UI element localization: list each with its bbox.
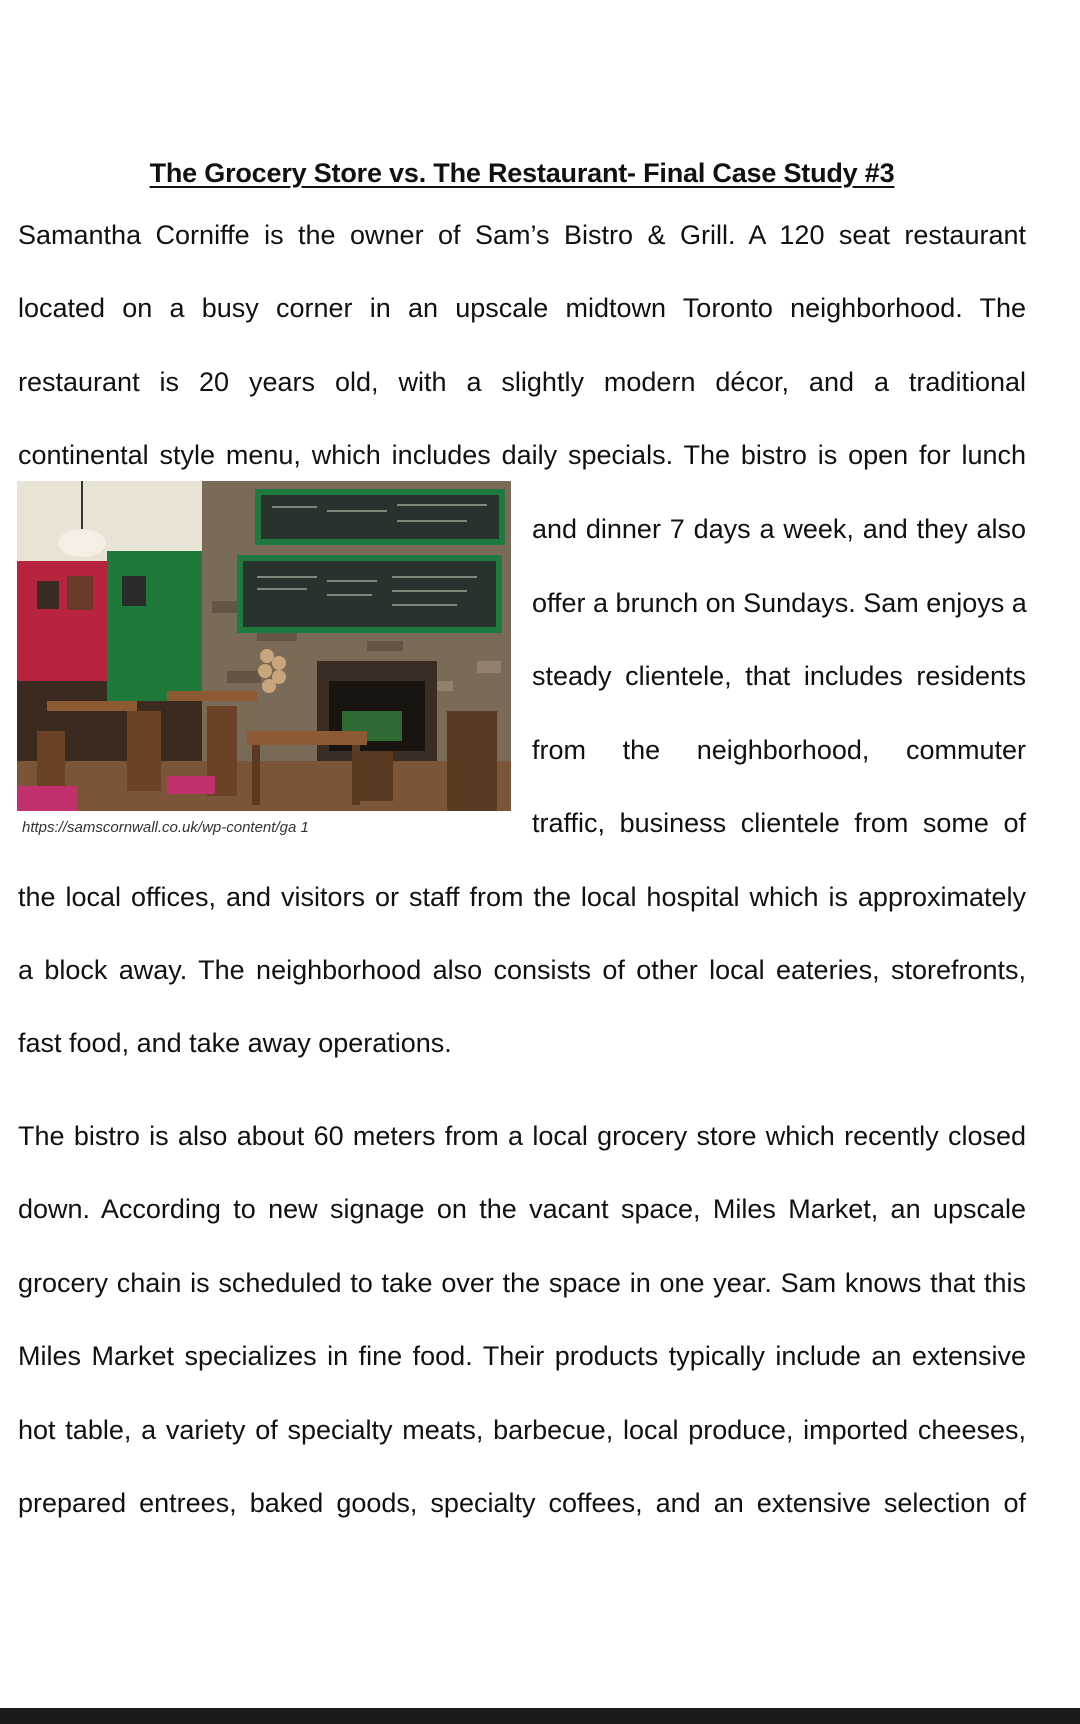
paragraph-line: prepared entrees, baked goods, specialty coffees, and an extensive selection of [18,1488,1026,1518]
paragraph-line: The bistro is also about 60 meters from a local grocery store which recently closed [18,1121,1026,1151]
paragraph-line: restaurant is 20 years old, with a slightly modern décor, and a traditional [18,367,1026,397]
paragraph-line: down. According to new signage on the vacant space, Miles Market, an upscale [18,1194,1026,1224]
paragraph-line: offer a brunch on Sundays. Sam enjoys a [532,588,1027,618]
paragraph-line: steady clientele, that includes residents [532,661,1026,691]
paragraph-line: a block away. The neighborhood also consists of other local eateries, storefronts, [18,955,1026,985]
bottom-frame-bar [0,1708,1080,1724]
paragraph-line: and dinner 7 days a week, and they also [532,514,1026,544]
paragraph-line: located on a busy corner in an upscale midtown Toronto neighborhood. The [18,293,1026,323]
image-caption: https://samscornwall.co.uk/wp-content/ga 1 [22,819,309,836]
paragraph-line: Samantha Corniffe is the owner of Sam’s Bistro & Grill. A 120 seat restaurant [18,220,1026,250]
paragraph-line: hot table, a variety of specialty meats, barbecue, local produce, imported cheeses, [18,1415,1026,1445]
paragraph-line: Miles Market specializes in fine food. Their products typically include an extensive [18,1341,1026,1371]
paragraph-line: from the neighborhood, commuter [532,735,1026,765]
paragraph-line: grocery chain is scheduled to take over the space in one year. Sam knows that this [18,1268,1026,1298]
document-title: The Grocery Store vs. The Restaurant- Final Case Study #3 [149,158,895,188]
restaurant-photo [17,481,511,811]
paragraph-line: traffic, business clientele from some of [532,808,1026,838]
paragraph-line: continental style menu, which includes daily specials. The bistro is open for lunch [18,440,1026,470]
paragraph-line: the local offices, and visitors or staff from the local hospital which is approximately [18,882,1026,912]
paragraph-line: fast food, and take away operations. [18,1028,452,1058]
